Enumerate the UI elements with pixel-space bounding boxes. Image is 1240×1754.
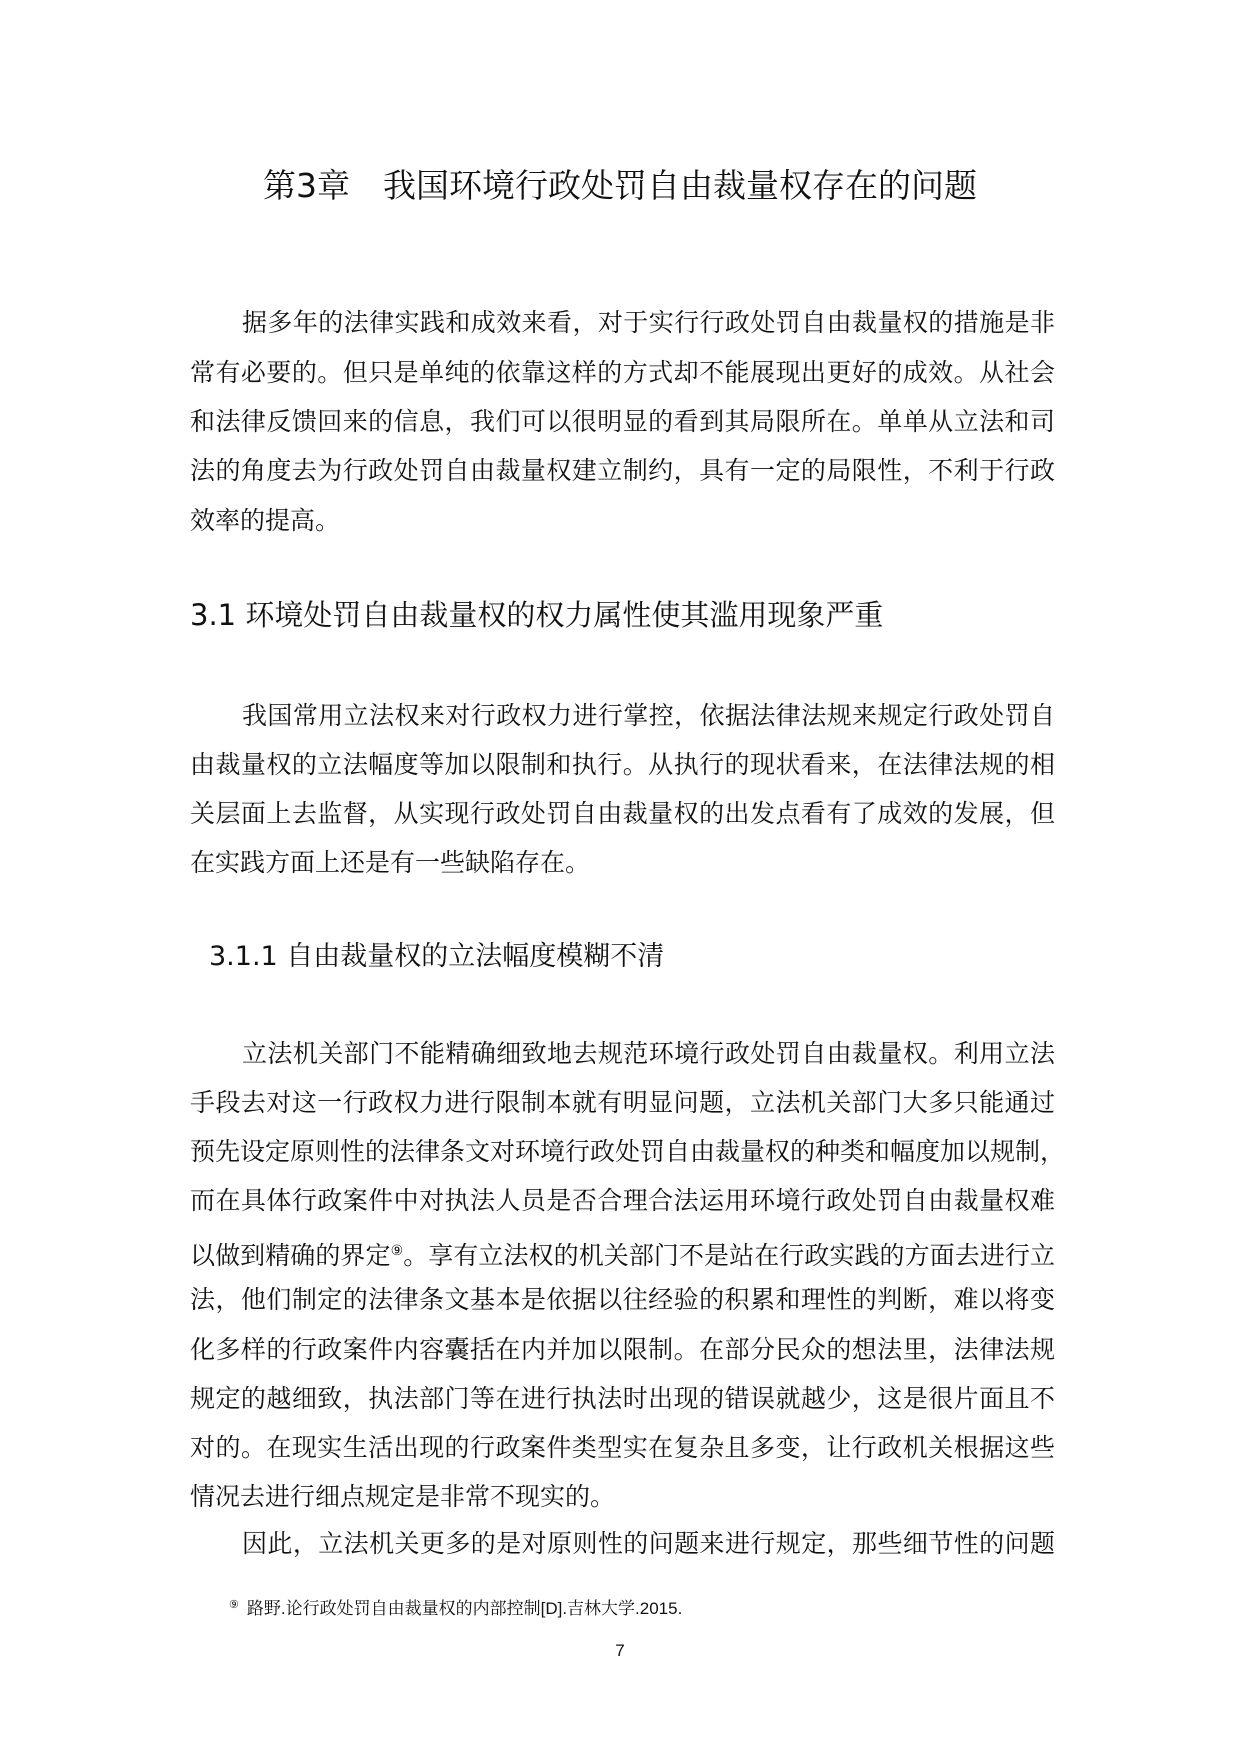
footnote [229,1594,682,1620]
intro-line: 据多年的法律实践和成效来看，对于实行行政处罚自由裁量权的措施是非 [242,308,1055,337]
section-heading-3-1-1: 3.1.1 自由裁量权的立法幅度模糊不清 [209,941,665,972]
section-3-1-line: 由裁量权的立法幅度等加以限制和执行。从执行的现状看来，在法律法规的相 [190,750,1055,779]
line-text: 。享有立法权的机关部门不是站在行政实践的方面去进行立 [403,1241,1055,1270]
section-3-1-1-line: 立法机关部门不能精确细致地去规范环境行政处罚自由裁量权。利用立法 [242,1039,1055,1068]
line-text: 以做到精确的界定 [190,1241,391,1270]
intro-line: 法的角度去为行政处罚自由裁量权建立制约，具有一定的局限性，不利于行政 [190,456,1055,485]
section-3-1-1-line: 对的。在现实生活出现的行政案件类型实在复杂且多变，让行政机关根据这些 [190,1433,1055,1462]
section-3-1-line: 在实践方面上还是有一些缺陷存在。 [190,848,591,877]
section-3-1-1-line: 法，他们制定的法律条文基本是依据以往经验的积累和理性的判断，难以将变 [190,1285,1055,1314]
intro-line: 常有必要的。但只是单纯的依靠这样的方式却不能展现出更好的成效。从社会 [190,358,1055,387]
footnote-ref[interactable]: ⑨ [390,1243,404,1259]
section-3-1-line: 我国常用立法权来对行政权力进行掌控，依据法律法规来规定行政处罚自 [242,701,1055,730]
chapter-title: 第3章 我国环境行政处罚自由裁量权存在的问题 [263,166,977,205]
footnote-text: 路野.论行政处罚自由裁量权的内部控制[D].吉林大学.2015. [246,1599,683,1618]
next-paragraph-line: 因此，立法机关更多的是对原则性的问题来进行规定，那些细节性的问题 [242,1529,1055,1558]
section-3-1-line: 关层面上去监督，从实现行政处罚自由裁量权的出发点看有了成效的发展，但 [190,799,1055,828]
page-number: 7 [615,1641,625,1660]
intro-line: 效率的提高。 [190,506,341,535]
section-3-1-1-line: 预先设定原则性的法律条文对环境行政处罚自由裁量权的种类和幅度加以规制， [190,1137,1066,1166]
section-heading-3-1: 3.1 环境处罚自由裁量权的权力属性使其滥用现象严重 [190,598,884,632]
section-3-1-1-line: 化多样的行政案件内容囊括在内并加以限制。在部分民众的想法里，法律法规 [190,1335,1055,1364]
section-3-1-1-line: 而在具体行政案件中对执法人员是否合理合法运用环境行政处罚自由裁量权难 [190,1186,1055,1215]
section-3-1-1-line: 规定的越细致，执法部门等在进行执法时出现的错误就越少，这是很片面且不 [190,1384,1055,1413]
section-3-1-1-line: 情况去进行细点规定是非常不现实的。 [190,1482,616,1511]
section-3-1-1-line: 手段去对这一行政权力进行限制本就有明显问题，立法机关部门大多只能通过 [190,1088,1055,1117]
intro-line: 和法律反馈回来的信息，我们可以很明显的看到其局限所在。单单从立法和司 [190,407,1055,436]
section-3-1-1-line [190,1234,1055,1273]
footnote-mark: ⑨ [229,1599,239,1611]
